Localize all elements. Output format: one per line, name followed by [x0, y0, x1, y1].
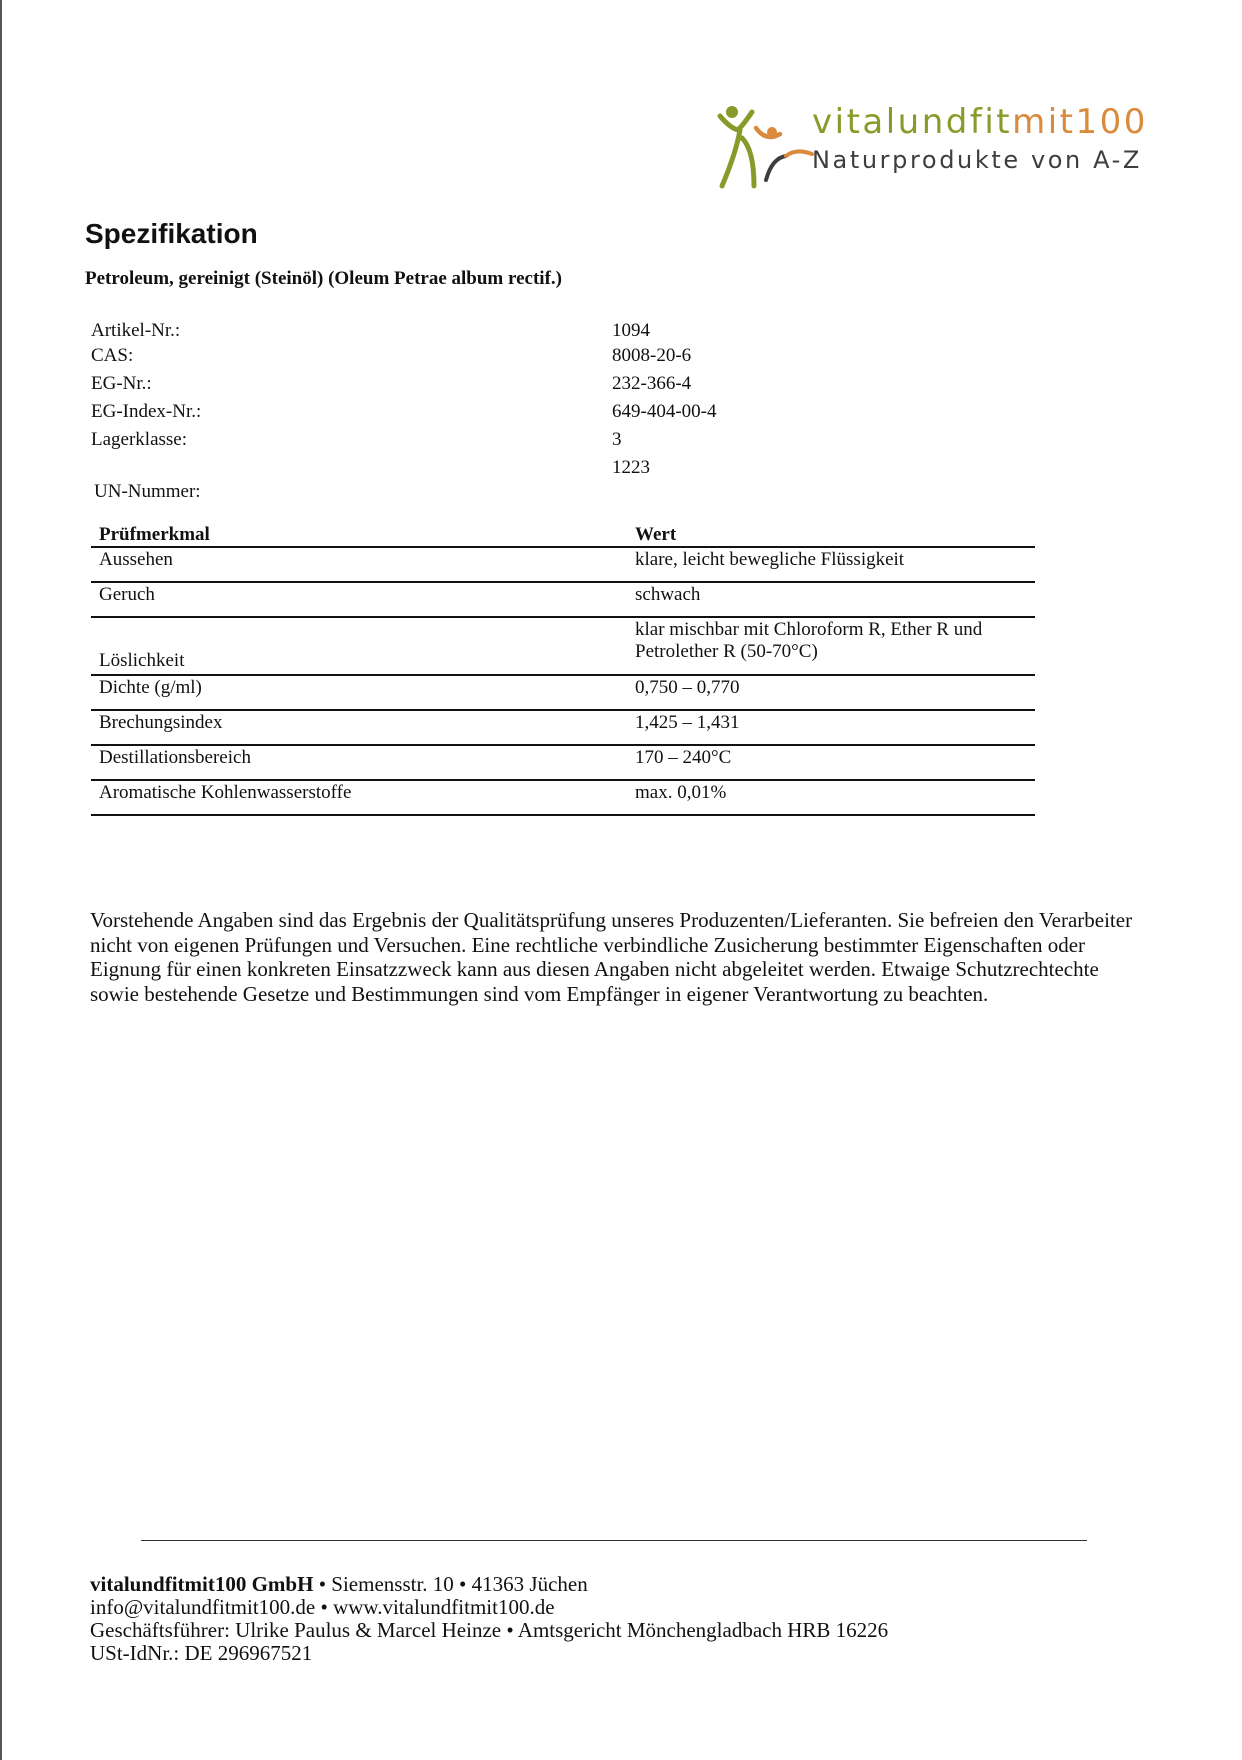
value-cell: klare, leicht bewegliche Flüssigkeit	[635, 549, 905, 570]
property-value: 8008-20-6	[612, 345, 692, 366]
product-name: Petroleum, gereinigt (Steinöl) (Oleum Petrae album rectif.)	[85, 268, 562, 289]
feature-cell: Löslichkeit	[99, 650, 185, 671]
footer-address: • Siemensstr. 10 • 41363 Jüchen	[313, 1572, 588, 1596]
table-row	[91, 583, 1035, 618]
value-cell: schwach	[635, 584, 701, 605]
company-logo	[714, 98, 1154, 190]
table-row	[91, 781, 1035, 816]
company-footer	[90, 1573, 1150, 1665]
footer-vat-id: USt-IdNr.: DE 296967521	[90, 1641, 313, 1665]
specification-table	[91, 522, 1035, 816]
value-cell: 1,425 – 1,431	[635, 712, 740, 733]
property-value: 232-366-4	[612, 373, 692, 394]
feature-cell: Brechungsindex	[99, 712, 223, 733]
property-label: Lagerklasse:	[91, 429, 188, 450]
feature-cell: Aromatische Kohlenwasserstoffe	[99, 782, 352, 803]
feature-cell: Aussehen	[99, 549, 173, 570]
property-label: CAS:	[91, 345, 134, 366]
property-label: UN-Nummer:	[94, 481, 201, 502]
feature-cell: Geruch	[99, 584, 155, 605]
footer-divider	[141, 1540, 1087, 1541]
property-value: 3	[612, 429, 622, 450]
property-label: EG-Index-Nr.:	[91, 401, 202, 422]
table-row	[91, 711, 1035, 746]
logo-tagline: Naturprodukte von A-Z	[812, 146, 1142, 174]
property-label: Artikel-Nr.:	[91, 320, 181, 341]
property-label: EG-Nr.:	[91, 373, 152, 394]
logo-brand-name: vitalundfitmit100	[812, 102, 1148, 142]
footer-company-name: vitalundfitmit100 GmbH	[90, 1572, 314, 1596]
property-value: 1094	[612, 320, 650, 341]
feature-cell: Dichte (g/ml)	[99, 677, 202, 698]
disclaimer-text: Vorstehende Angaben sind das Ergebnis der Qualitätsprüfung unseres Produzenten/Lieferanten. Sie befreien den Verarbeiter nicht von eigenen Prüfungen und Versuchen. Eine rechtliche verbindliche Zusicherung bestimmter Eigenschaften oder Eignung für einen konkreten Einsatzzweck kann aus diesen Angaben nicht abgeleitet werden. Etwaige Schutzrechtechte sowie bestehende Gesetze und Bestimmungen sind vom Empfänger in eigener Verantwortung zu beachten.	[90, 908, 1133, 1006]
table-row	[91, 548, 1035, 583]
property-value: 649-404-00-4	[612, 401, 717, 422]
footer-management: Geschäftsführer: Ulrike Paulus & Marcel Heinze • Amtsgericht Mönchengladbach HRB 16226	[90, 1618, 889, 1642]
value-cell: 170 – 240°C	[635, 747, 732, 768]
document-title: Spezifikation	[85, 218, 258, 249]
footer-contact: info@vitalundfitmit100.de • www.vitalundfitmit100.de	[90, 1595, 555, 1619]
table-header-row	[91, 522, 1035, 548]
table-row	[91, 746, 1035, 781]
value-cell: klar mischbar mit Chloroform R, Ether R und Petrolether R (50-70°C)	[635, 619, 983, 662]
value-cell: 0,750 – 0,770	[635, 677, 740, 698]
table-row	[91, 618, 1035, 676]
property-value: 1223	[612, 457, 650, 478]
column-header-value: Wert	[635, 524, 677, 545]
table-row	[91, 676, 1035, 711]
feature-cell: Destillationsbereich	[99, 747, 251, 768]
logo-figures-icon	[714, 98, 814, 190]
column-header-feature: Prüfmerkmal	[99, 524, 210, 545]
footer-address-line	[90, 1573, 1150, 1596]
value-cell: max. 0,01%	[635, 782, 727, 803]
